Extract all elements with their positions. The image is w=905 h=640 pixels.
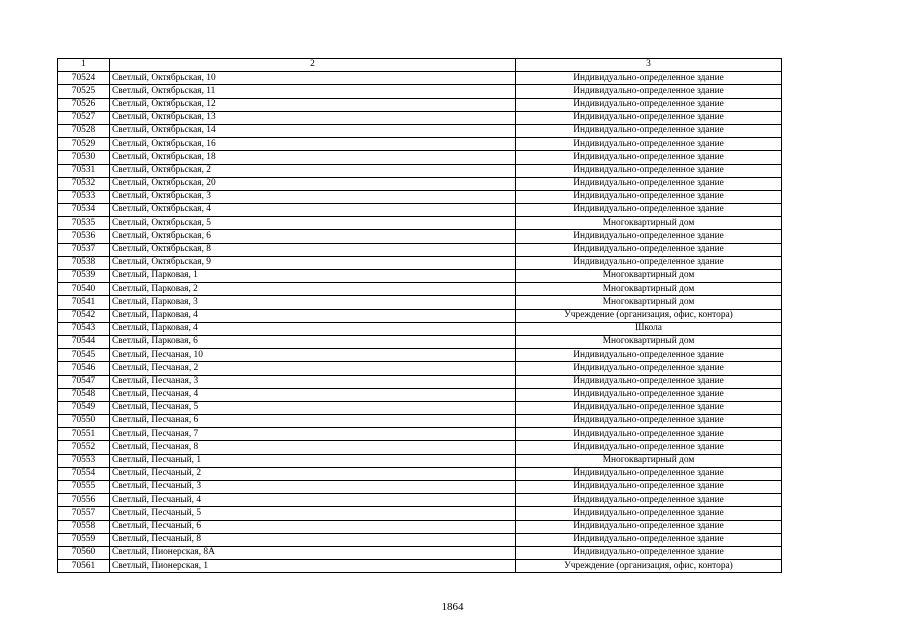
record-number-cell: 70560: [58, 546, 110, 559]
address-cell: Светлый, Песчаная, 5: [110, 401, 516, 414]
object-type-cell: Школа: [516, 322, 782, 335]
table-row: [58, 560, 782, 573]
record-number-cell: 70539: [58, 270, 110, 283]
table-row: [58, 401, 782, 414]
address-cell: Светлый, Парковая, 4: [110, 322, 516, 335]
address-cell: Светлый, Октябрьская, 5: [110, 217, 516, 230]
object-type-cell: Индивидуально-определенное здание: [516, 98, 782, 111]
object-type-cell: Индивидуально-определенное здание: [516, 415, 782, 428]
table-row: [58, 349, 782, 362]
table-row: [58, 243, 782, 256]
address-cell: Светлый, Парковая, 2: [110, 283, 516, 296]
record-number-cell: 70535: [58, 217, 110, 230]
table-row: [58, 481, 782, 494]
address-cell: Светлый, Песчаная, 3: [110, 375, 516, 388]
address-cell: Светлый, Октябрьская, 11: [110, 85, 516, 98]
table-row: [58, 85, 782, 98]
table-row: [58, 124, 782, 137]
column-header-2: 2: [110, 59, 516, 72]
object-type-cell: Индивидуально-определенное здание: [516, 151, 782, 164]
object-type-cell: Индивидуально-определенное здание: [516, 375, 782, 388]
address-cell: Светлый, Октябрьская, 2: [110, 164, 516, 177]
record-number-cell: 70541: [58, 296, 110, 309]
address-cell: Светлый, Октябрьская, 4: [110, 204, 516, 217]
record-number-cell: 70550: [58, 415, 110, 428]
object-type-cell: Индивидуально-определенное здание: [516, 349, 782, 362]
object-type-cell: Индивидуально-определенное здание: [516, 72, 782, 85]
object-type-cell: Индивидуально-определенное здание: [516, 494, 782, 507]
table-row: [58, 296, 782, 309]
object-type-cell: Индивидуально-определенное здание: [516, 428, 782, 441]
address-cell: Светлый, Октябрьская, 20: [110, 177, 516, 190]
address-cell: Светлый, Песчаная, 2: [110, 362, 516, 375]
address-cell: Светлый, Песчаный, 3: [110, 481, 516, 494]
object-type-cell: Индивидуально-определенное здание: [516, 533, 782, 546]
record-number-cell: 70542: [58, 309, 110, 322]
table-row: [58, 151, 782, 164]
address-cell: Светлый, Песчаный, 1: [110, 454, 516, 467]
address-cell: Светлый, Октябрьская, 18: [110, 151, 516, 164]
address-cell: Светлый, Октябрьская, 8: [110, 243, 516, 256]
table-row: [58, 177, 782, 190]
header-row: [58, 59, 782, 72]
table-row: [58, 454, 782, 467]
address-cell: Светлый, Песчаная, 4: [110, 388, 516, 401]
record-number-cell: 70544: [58, 335, 110, 348]
table-row: [58, 111, 782, 124]
table-row: [58, 72, 782, 85]
record-number-cell: 70555: [58, 481, 110, 494]
record-number-cell: 70528: [58, 124, 110, 137]
address-cell: Светлый, Парковая, 4: [110, 309, 516, 322]
object-type-cell: Многоквартирный дом: [516, 335, 782, 348]
object-type-cell: Индивидуально-определенное здание: [516, 441, 782, 454]
table-row: [58, 335, 782, 348]
column-header-3: 3: [516, 59, 782, 72]
address-cell: Светлый, Песчаный, 4: [110, 494, 516, 507]
record-number-cell: 70524: [58, 72, 110, 85]
table-row: [58, 256, 782, 269]
table-row: [58, 283, 782, 296]
record-number-cell: 70547: [58, 375, 110, 388]
page-number: 1864: [441, 601, 464, 613]
address-cell: Светлый, Пионерская, 8А: [110, 546, 516, 559]
table-row: [58, 309, 782, 322]
object-type-cell: Индивидуально-определенное здание: [516, 401, 782, 414]
record-number-cell: 70545: [58, 349, 110, 362]
address-cell: Светлый, Парковая, 3: [110, 296, 516, 309]
table-row: [58, 441, 782, 454]
object-type-cell: Индивидуально-определенное здание: [516, 507, 782, 520]
object-type-cell: Индивидуально-определенное здание: [516, 362, 782, 375]
object-type-cell: Многоквартирный дом: [516, 454, 782, 467]
object-type-cell: Индивидуально-определенное здание: [516, 124, 782, 137]
record-number-cell: 70540: [58, 283, 110, 296]
address-cell: Светлый, Октябрьская, 14: [110, 124, 516, 137]
record-number-cell: 70525: [58, 85, 110, 98]
record-number-cell: 70531: [58, 164, 110, 177]
address-cell: Светлый, Песчаный, 6: [110, 520, 516, 533]
address-cell: Светлый, Октябрьская, 3: [110, 190, 516, 203]
address-cell: Светлый, Песчаная, 6: [110, 415, 516, 428]
table-row: [58, 270, 782, 283]
address-cell: Светлый, Песчаная, 10: [110, 349, 516, 362]
object-type-cell: Многоквартирный дом: [516, 270, 782, 283]
table-row: [58, 230, 782, 243]
address-cell: Светлый, Октябрьская, 9: [110, 256, 516, 269]
table-row: [58, 362, 782, 375]
table-row: [58, 415, 782, 428]
address-cell: Светлый, Парковая, 6: [110, 335, 516, 348]
record-number-cell: 70548: [58, 388, 110, 401]
address-cell: Светлый, Песчаный, 5: [110, 507, 516, 520]
object-type-cell: Учреждение (организация, офис, контора): [516, 309, 782, 322]
object-type-cell: Индивидуально-определенное здание: [516, 467, 782, 480]
object-type-cell: Индивидуально-определенное здание: [516, 85, 782, 98]
record-number-cell: 70551: [58, 428, 110, 441]
object-type-cell: Индивидуально-определенное здание: [516, 177, 782, 190]
record-number-cell: 70533: [58, 190, 110, 203]
record-number-cell: 70530: [58, 151, 110, 164]
object-type-cell: Многоквартирный дом: [516, 217, 782, 230]
record-number-cell: 70543: [58, 322, 110, 335]
object-type-cell: Индивидуально-определенное здание: [516, 204, 782, 217]
table-row: [58, 546, 782, 559]
address-cell: Светлый, Октябрьская, 13: [110, 111, 516, 124]
record-number-cell: 70526: [58, 98, 110, 111]
record-number-cell: 70554: [58, 467, 110, 480]
address-cell: Светлый, Парковая, 1: [110, 270, 516, 283]
record-number-cell: 70529: [58, 138, 110, 151]
record-number-cell: 70538: [58, 256, 110, 269]
record-number-cell: 70549: [58, 401, 110, 414]
table-row: [58, 98, 782, 111]
column-header-1: 1: [58, 59, 110, 72]
table-row: [58, 217, 782, 230]
record-number-cell: 70556: [58, 494, 110, 507]
registry-table: [57, 58, 782, 573]
record-number-cell: 70534: [58, 204, 110, 217]
record-number-cell: 70557: [58, 507, 110, 520]
object-type-cell: Индивидуально-определенное здание: [516, 481, 782, 494]
table-row: [58, 138, 782, 151]
address-cell: Светлый, Октябрьская, 6: [110, 230, 516, 243]
address-cell: Светлый, Песчаный, 2: [110, 467, 516, 480]
object-type-cell: Индивидуально-определенное здание: [516, 230, 782, 243]
table-row: [58, 467, 782, 480]
table-row: [58, 494, 782, 507]
table-row: [58, 204, 782, 217]
table-row: [58, 507, 782, 520]
table-row: [58, 375, 782, 388]
object-type-cell: Учреждение (организация, офис, контора): [516, 560, 782, 573]
record-number-cell: 70553: [58, 454, 110, 467]
table-row: [58, 428, 782, 441]
table-body: [58, 72, 782, 573]
object-type-cell: Многоквартирный дом: [516, 296, 782, 309]
record-number-cell: 70532: [58, 177, 110, 190]
object-type-cell: Индивидуально-определенное здание: [516, 243, 782, 256]
address-cell: Светлый, Октябрьская, 16: [110, 138, 516, 151]
record-number-cell: 70561: [58, 560, 110, 573]
address-cell: Светлый, Октябрьская, 12: [110, 98, 516, 111]
object-type-cell: Многоквартирный дом: [516, 283, 782, 296]
record-number-cell: 70546: [58, 362, 110, 375]
address-cell: Светлый, Песчаная, 8: [110, 441, 516, 454]
record-number-cell: 70559: [58, 533, 110, 546]
table-row: [58, 190, 782, 203]
object-type-cell: Индивидуально-определенное здание: [516, 546, 782, 559]
object-type-cell: Индивидуально-определенное здание: [516, 388, 782, 401]
table-row: [58, 164, 782, 177]
object-type-cell: Индивидуально-определенное здание: [516, 164, 782, 177]
table-row: [58, 520, 782, 533]
table-row: [58, 322, 782, 335]
table-row: [58, 388, 782, 401]
record-number-cell: 70537: [58, 243, 110, 256]
address-cell: Светлый, Песчаный, 8: [110, 533, 516, 546]
record-number-cell: 70558: [58, 520, 110, 533]
object-type-cell: Индивидуально-определенное здание: [516, 138, 782, 151]
record-number-cell: 70552: [58, 441, 110, 454]
address-cell: Светлый, Октябрьская, 10: [110, 72, 516, 85]
table-row: [58, 533, 782, 546]
object-type-cell: Индивидуально-определенное здание: [516, 520, 782, 533]
object-type-cell: Индивидуально-определенное здание: [516, 111, 782, 124]
object-type-cell: Индивидуально-определенное здание: [516, 190, 782, 203]
record-number-cell: 70527: [58, 111, 110, 124]
object-type-cell: Индивидуально-определенное здание: [516, 256, 782, 269]
address-cell: Светлый, Пионерская, 1: [110, 560, 516, 573]
record-number-cell: 70536: [58, 230, 110, 243]
address-cell: Светлый, Песчаная, 7: [110, 428, 516, 441]
